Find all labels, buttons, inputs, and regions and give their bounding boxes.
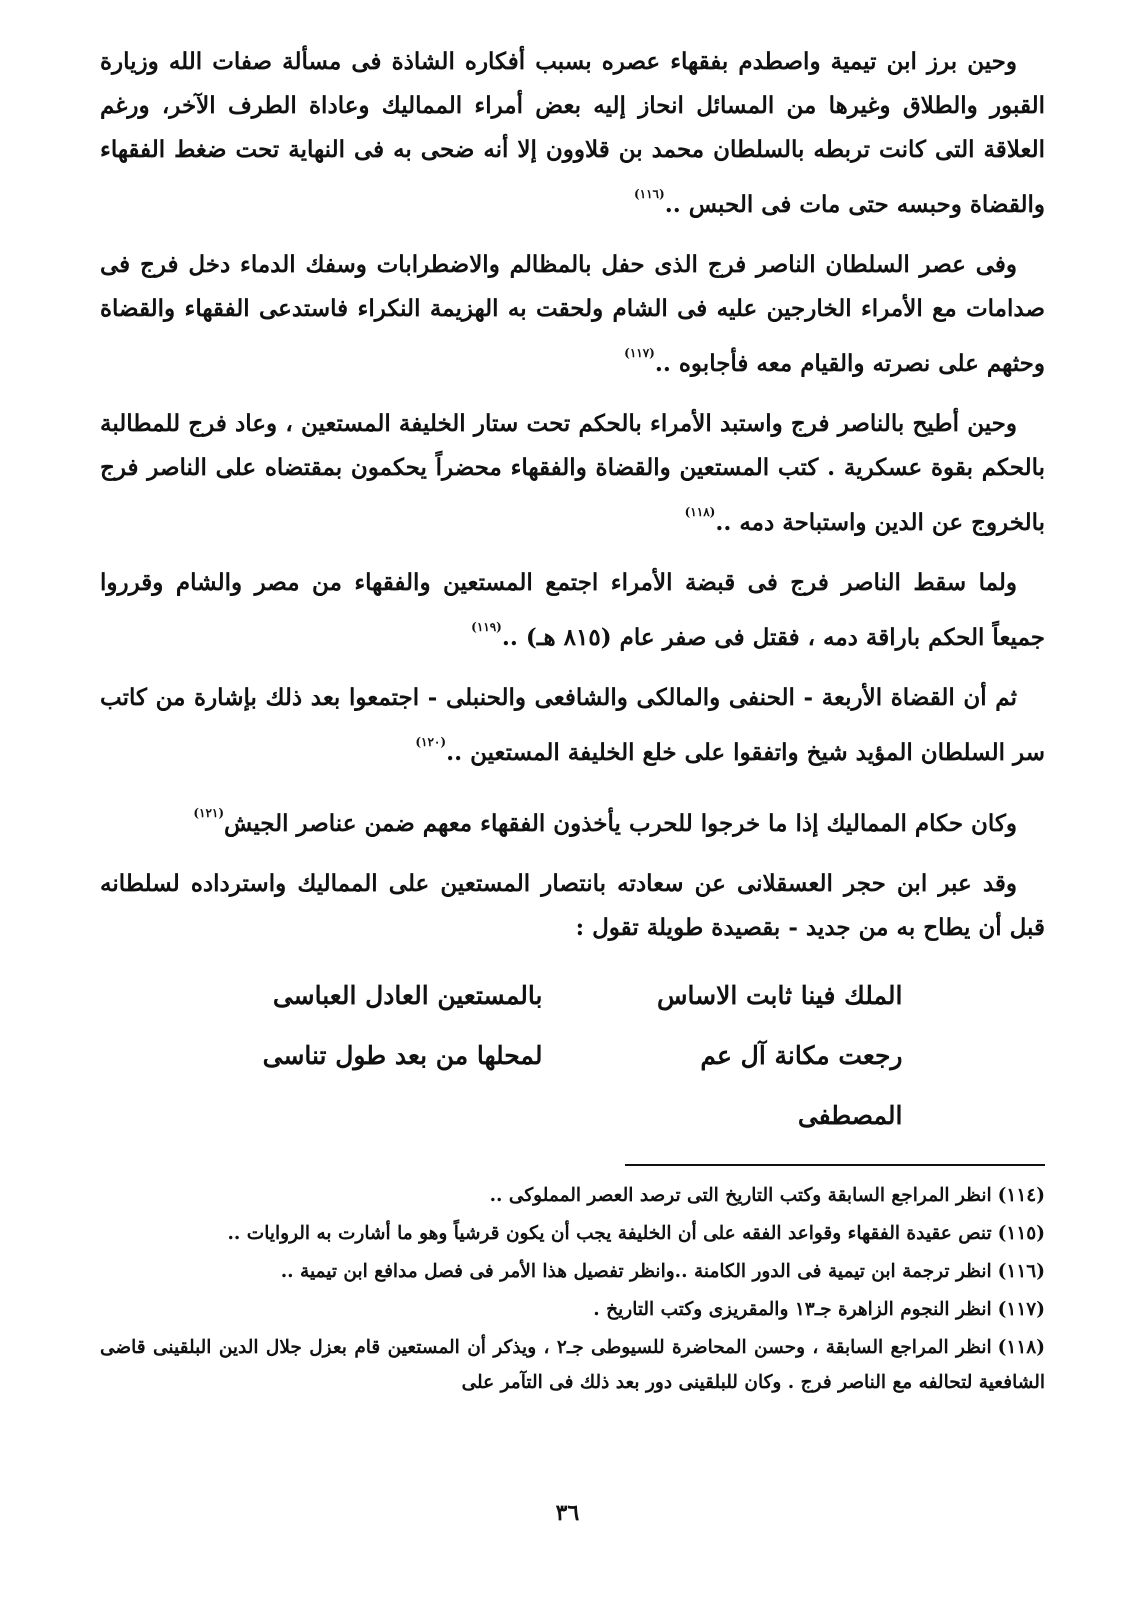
poem (100, 966, 1045, 1146)
paragraph-text: ثم أن القضاة الأربعة - الحنفى والمالكى والشافعى والحنبلى - اجتمعوا بعد ذلك بإشارة من كاتب سر السلطان المؤيد شيخ واتفقوا على خلع الخليفة المستعين .. (100, 684, 1045, 766)
paragraph-ibn-hajar-poem-intro (100, 862, 1045, 950)
footnote-item (100, 1292, 1045, 1327)
paragraph-nasir-faraj-fall (100, 561, 1045, 660)
footnote-item (100, 1216, 1045, 1251)
footnote-separator (625, 1164, 1045, 1166)
poem-second-hemistich: لمحلها من بعد طول تناسى (262, 1041, 543, 1070)
paragraph-ibn-taymiyya (100, 40, 1045, 227)
page-number: ٣٦ (555, 1500, 580, 1526)
footnote-text: انظر المراجع السابقة وكتب التاريخ التى ترصد العصر المملوكى .. (489, 1185, 992, 1206)
paragraph-text: ولما سقط الناصر فرج فى قبضة الأمراء اجتمع المستعين والفقهاء من مصر والشام وقرروا جميعاً الحكم باراقة دمه ، فقتل فى صفر عام (٨١٥ هـ) .. (100, 569, 1045, 651)
footnote-number: (١١٧) (997, 1299, 1045, 1320)
poem-verse (100, 1026, 1045, 1146)
paragraph-text: وحين أطيح بالناصر فرج واستبد الأمراء بالحكم تحت ستار الخليفة المستعين ، وعاد فرج للمطالبة بالحكم بقوة عسكرية . كتب المستعين والقضاة والفقهاء محضراً يحكمون بمقتضاه على الناصر فرج بالخروج عن الدين واستباحة دمه .. (100, 410, 1045, 536)
paragraph-text: وقد عبر ابن حجر العسقلانى عن سعادته بانتصار المستعين على المماليك واسترداده لسلطانه قبل أن يطاح به من جديد - بقصيدة طويلة تقول : (100, 870, 1045, 941)
poem-first-hemistich: رجعت مكانة آل عم المصطفى (700, 1041, 903, 1130)
footnote-reference[interactable]: (١١٦) (633, 187, 665, 201)
document-page (100, 40, 1045, 1610)
footnote-item (100, 1254, 1045, 1289)
footnote-number: (١١٨) (997, 1337, 1045, 1358)
footnote-number: (١١٤) (997, 1185, 1045, 1206)
footnote-item (100, 1178, 1045, 1213)
paragraph-four-judges (100, 676, 1045, 775)
footnote-number: (١١٦) (997, 1261, 1045, 1282)
footnote-number: (١١٥) (997, 1223, 1045, 1244)
footnote-text: انظر ترجمة ابن تيمية فى الدور الكامنة ..وانظر تفصيل هذا الأمر فى فصل مدافع ابن تيمية .. (280, 1261, 992, 1282)
footnote-reference[interactable]: (١١٧) (624, 346, 655, 360)
paragraph-text: وفى عصر السلطان الناصر فرج الذى حفل بالمظالم والاضطرابات وسفك الدماء دخل فرج فى صدامات مع الأمراء الخارجين عليه فى الشام ولحقت به الهزيمة النكراء فاستدعى الفقهاء والقضاة وحثهم على نصرته والقيام معه فأجابوه .. (100, 251, 1045, 377)
poem-first-hemistich: الملك فينا ثابت الاساس (657, 981, 903, 1010)
poem-second-hemistich: بالمستعين العادل العباسى (272, 981, 543, 1010)
footnote-text: انظر المراجع السابقة ، وحسن المحاضرة للسيوطى جـ٢ ، ويذكر أن المستعين قام بعزل جلال الدين البلقينى قاضى الشافعية لتحالفه مع الناصر فرج . وكان للبلقينى دور بعد ذلك فى التآمر على (100, 1337, 1045, 1393)
footnote-item (100, 1330, 1045, 1400)
paragraph-nasir-faraj-deposed (100, 402, 1045, 545)
paragraph-text: وكان حكام المماليك إذا ما خرجوا للحرب يأخذون الفقهاء معهم ضمن عناصر الجيش (224, 810, 1017, 837)
footnote-reference[interactable]: (١١٨) (684, 505, 716, 519)
paragraph-nasir-faraj-clashes (100, 243, 1045, 386)
footnote-text: تنص عقيدة الفقهاء وقواعد الفقه على أن الخليفة يجب أن يكون قرشياً وهو ما أشارت به الروايات .. (227, 1223, 992, 1244)
poem-verse (100, 966, 1045, 1026)
footnote-reference[interactable]: (١٢٠) (415, 735, 447, 749)
footnote-reference[interactable]: (١١٩) (471, 620, 502, 634)
footnote-text: انظر النجوم الزاهرة جـ١٣ والمقريزى وكتب التاريخ . (593, 1299, 992, 1320)
footnote-reference[interactable]: (١٢١) (193, 806, 225, 820)
paragraph-mamluk-rulers-war (100, 791, 1045, 846)
paragraph-text: وحين برز ابن تيمية واصطدم بفقهاء عصره بسبب أفكاره الشاذة فى مسألة صفات الله وزيارة القبور والطلاق وغيرها من المسائل انحاز إليه بعض أمراء المماليك وعاداة الطرف الآخر، ورغم العلاقة التى كانت تربطه بالسلطان محمد بن قلاوون إلا أنه ضحى به فى النهاية تحت ضغط الفقهاء والقضاة وحبسه حتى مات فى الحبس .. (100, 48, 1045, 218)
footnotes (100, 1178, 1045, 1400)
